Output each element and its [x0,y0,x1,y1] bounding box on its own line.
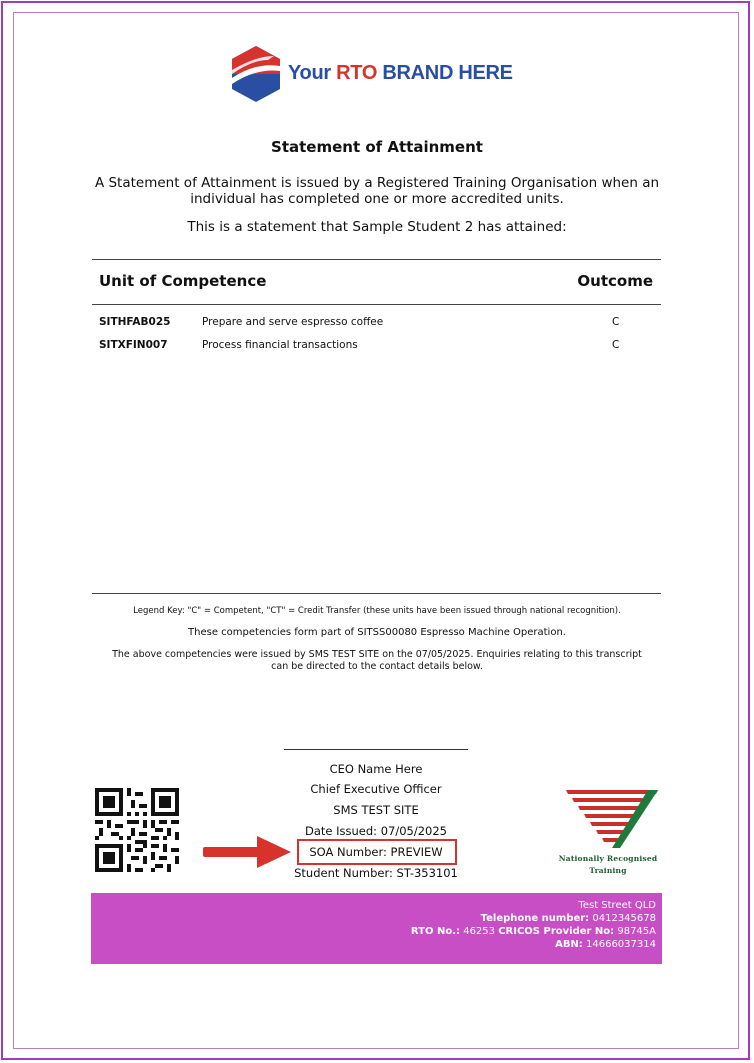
signatory-site: SMS TEST SITE [333,803,419,817]
contact-rto-line [411,926,656,937]
date-issued: Date Issued: 07/05/2025 [305,824,447,838]
abn-label: ABN: [555,939,583,950]
rto-hexagon-icon [228,44,284,104]
nrt-label-line2: Training [589,866,627,875]
issued-note: The above competencies were issued by SMS TEST SITE on the 07/05/2025. Enquiries relating to this transcript can be directed to the contact details below. [112,649,642,672]
telephone-value: 0412345678 [592,913,656,924]
document-title: Statement of Attainment [271,138,483,156]
table-top-rule [92,259,661,260]
unit-outcome: C [612,339,620,351]
legend-key: Legend Key: "C" = Competent, "CT" = Credit Transfer (these units have been issued through national recognition). [133,606,621,616]
signatory-role: Chief Executive Officer [310,782,442,796]
intro-text: A Statement of Attainment is issued by a Registered Training Organisation when an individual has completed one or more accredited units. [94,175,660,207]
signatory-name: CEO Name Here [329,762,423,776]
contact-address: Test Street QLD [578,900,656,911]
header-unit: Unit of Competence [99,272,267,290]
cricos-value: 98745A [617,926,656,937]
unit-title: Process financial transactions [202,339,358,351]
table-bottom-rule [92,593,661,594]
nrt-label-line1: Nationally Recognised [558,854,658,863]
brand-your: Your [288,62,331,84]
student-number: Student Number: ST-353101 [294,866,458,880]
rto-logo [228,44,538,104]
header-outcome: Outcome [577,272,653,290]
contact-abn-line [555,939,656,950]
qr-code-icon [95,788,179,872]
signature-line [284,749,468,750]
unit-title: Prepare and serve espresso coffee [202,316,384,328]
abn-value: 14666037314 [586,939,656,950]
rto-value: 46253 [463,926,496,937]
soa-number: SOA Number: PREVIEW [309,845,443,859]
contact-telephone-line [481,913,656,924]
brand-rto: RTO [336,62,378,84]
telephone-label: Telephone number: [480,913,590,924]
contact-footer [91,893,662,964]
cricos-label: CRICOS Provider No: [498,926,615,937]
brand-name [288,62,513,85]
attained-line: This is a statement that Sample Student 2 has attained: [187,219,567,235]
arrow-icon [203,834,293,870]
qualification-note: These competencies form part of SITSS00080 Espresso Machine Operation. [188,627,566,638]
unit-outcome: C [612,316,620,328]
table-header-rule [92,304,661,305]
unit-code: SITXFIN007 [99,339,168,351]
unit-code: SITHFAB025 [99,316,171,328]
rto-label: RTO No.: [410,926,461,937]
brand-rest: BRAND HERE [382,62,513,84]
